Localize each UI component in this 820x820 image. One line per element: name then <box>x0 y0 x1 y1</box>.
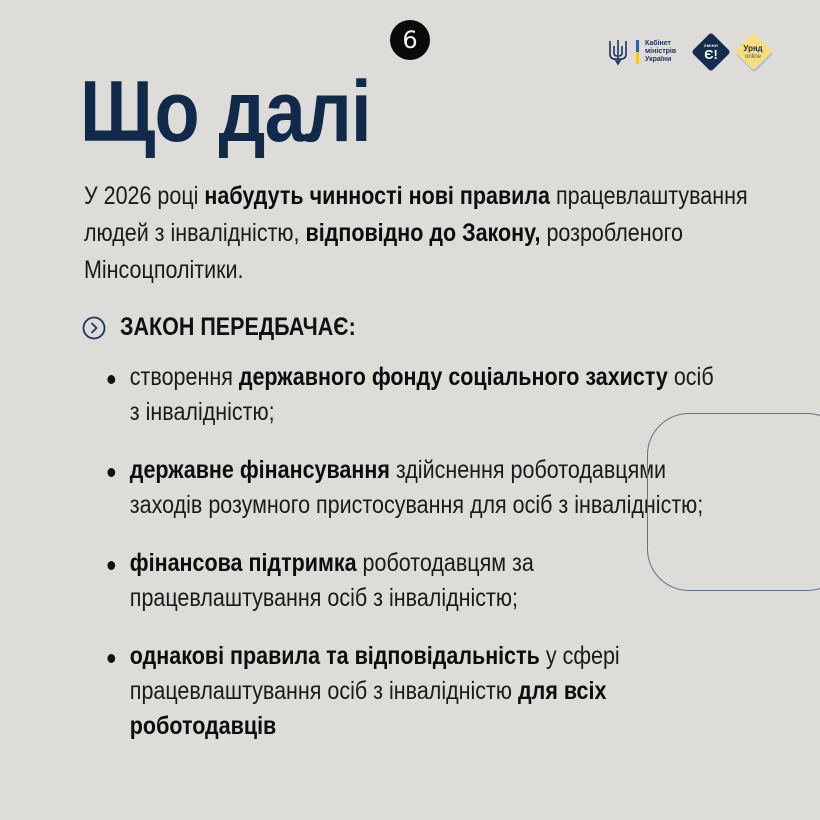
uryad-online-logo <box>733 32 773 72</box>
logos-bar <box>608 30 773 74</box>
list-item <box>104 546 723 616</box>
flag-divider <box>636 40 639 64</box>
page-title: Що далі <box>80 64 371 160</box>
item-bold: однакові правила та відповідальність <box>129 642 540 670</box>
bullet-icon <box>107 561 115 570</box>
law-heading-text: ЗАКОН ПЕРЕДБАЧАЄ: <box>120 313 356 341</box>
item-bold: фінансова підтримка <box>129 549 357 577</box>
list-item <box>104 360 723 430</box>
chevron-circle-icon <box>82 316 106 340</box>
zminy-top-text: ЗМІНИ <box>703 43 719 48</box>
decorative-rounded-frame <box>647 413 820 591</box>
uryad-top-text: Уряд <box>743 44 763 53</box>
cabinet-line: України <box>645 56 672 63</box>
item-bold: державне фінансування <box>129 456 390 484</box>
list-item <box>104 453 723 523</box>
item-text: роботодавцям за працевлаштування осіб з інвалідністю; <box>129 549 534 612</box>
uryad-bottom-text: online <box>744 54 761 60</box>
cabinet-line: Кабінет <box>645 40 671 47</box>
bullet-icon <box>107 468 115 477</box>
provisions-list <box>104 360 723 767</box>
item-text: у сфері працевлаштування осіб з інвалідністю <box>129 642 620 705</box>
trident-icon <box>608 38 628 66</box>
bullet-icon <box>107 375 115 384</box>
page-number-badge: 6 <box>390 20 430 60</box>
law-heading <box>82 313 394 342</box>
zminy-big-text: Є! <box>704 47 718 62</box>
item-bold: державного фонду соціального захисту <box>238 363 668 391</box>
intro-text: розробленого Мінсоцполітики. <box>84 219 683 284</box>
intro-text: У 2026 році <box>84 182 205 210</box>
list-item <box>104 639 723 744</box>
item-bold: для всіх роботодавців <box>129 677 607 740</box>
item-text: осіб з інвалідністю; <box>129 363 714 426</box>
bullet-icon <box>107 654 115 663</box>
intro-paragraph <box>84 178 772 289</box>
intro-bold: набудуть чинності нові правила <box>204 182 550 210</box>
item-text: здійснення роботодавцями заходів розумного пристосування для осіб з інвалідністю; <box>129 456 704 519</box>
cabinet-logo-text <box>645 40 687 64</box>
intro-bold: відповідно до Закону, <box>305 219 541 247</box>
intro-text: працевлаштування людей з інвалідністю, <box>84 182 748 247</box>
zminy-logo <box>691 32 731 72</box>
cabinet-line: міністрів <box>645 48 677 55</box>
item-text: створення <box>129 363 239 391</box>
